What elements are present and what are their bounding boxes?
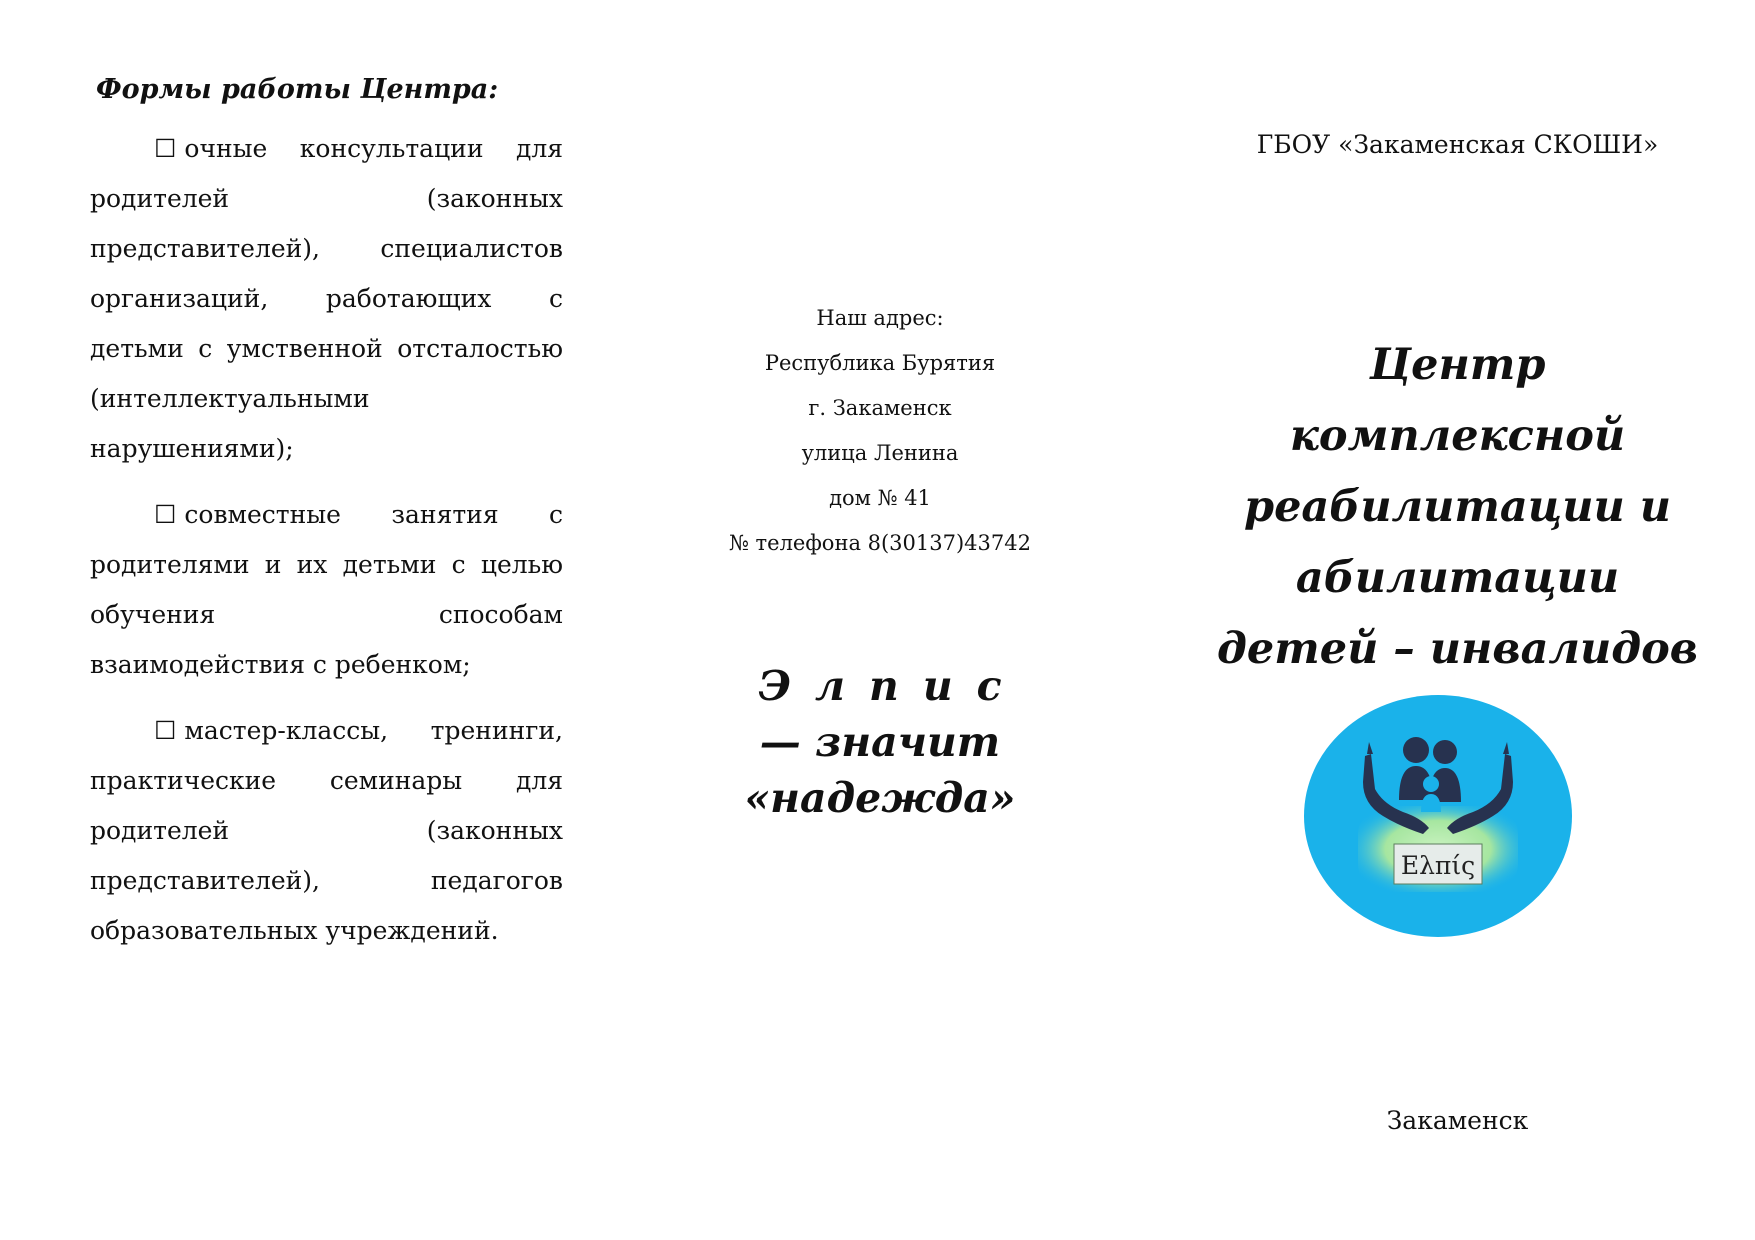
checkbox-icon: ☐ <box>154 500 177 529</box>
slogan-line-3: «надежда» <box>744 774 1016 822</box>
center-logo <box>1303 694 1573 938</box>
middle-panel <box>640 0 1120 1240</box>
address-street: улица Ленина <box>801 441 959 465</box>
list-item <box>90 706 563 956</box>
center-title-line: абилитации <box>1295 553 1620 603</box>
center-title-line: детей – инвалидов <box>1216 624 1699 674</box>
checkbox-icon: ☐ <box>154 134 177 163</box>
list-item <box>90 490 563 690</box>
address-phone: № телефона 8(30137)43742 <box>729 531 1031 555</box>
school-name: ГБОУ «Закаменская СКОШИ» <box>1256 130 1659 159</box>
list-item-text: очные консультации для родителей (законных представителей), специалистов организаций, работающих с детьми с умственной отсталостью (интеллектуальными нарушениями); <box>90 134 563 463</box>
slogan <box>640 658 1120 826</box>
list-item-text: мастер-классы, тренинги, практические семинары для родителей (законных представителей), педагогов образовательных учреждений. <box>90 716 563 945</box>
address-heading: Наш адрес: <box>816 306 944 330</box>
address-block <box>640 296 1120 566</box>
center-title-line: Центр <box>1369 340 1546 390</box>
left-panel <box>0 0 640 1240</box>
family-in-hands-icon <box>1303 694 1573 938</box>
center-title-line: комплексной <box>1289 411 1626 461</box>
center-title <box>1160 330 1755 685</box>
list-item <box>90 124 563 474</box>
address-city: г. Закаменск <box>808 396 952 420</box>
forms-title: Формы работы Центра: <box>96 74 499 105</box>
town-name: Закаменск <box>1386 1106 1529 1135</box>
slogan-word: Элпис <box>758 662 1026 710</box>
checkbox-icon: ☐ <box>154 716 177 745</box>
address-house: дом № 41 <box>829 486 931 510</box>
right-panel <box>1160 0 1755 1240</box>
address-region: Республика Бурятия <box>764 351 996 375</box>
forms-list <box>90 124 563 972</box>
logo-label: Ελπίς <box>1400 851 1476 880</box>
slogan-line-2: — значит <box>759 718 1001 766</box>
center-title-line: реабилитации и <box>1244 482 1671 532</box>
list-item-text: совместные занятия с родителями и их детьми с целью обучения способам взаимодействия с ребенком; <box>90 500 563 679</box>
